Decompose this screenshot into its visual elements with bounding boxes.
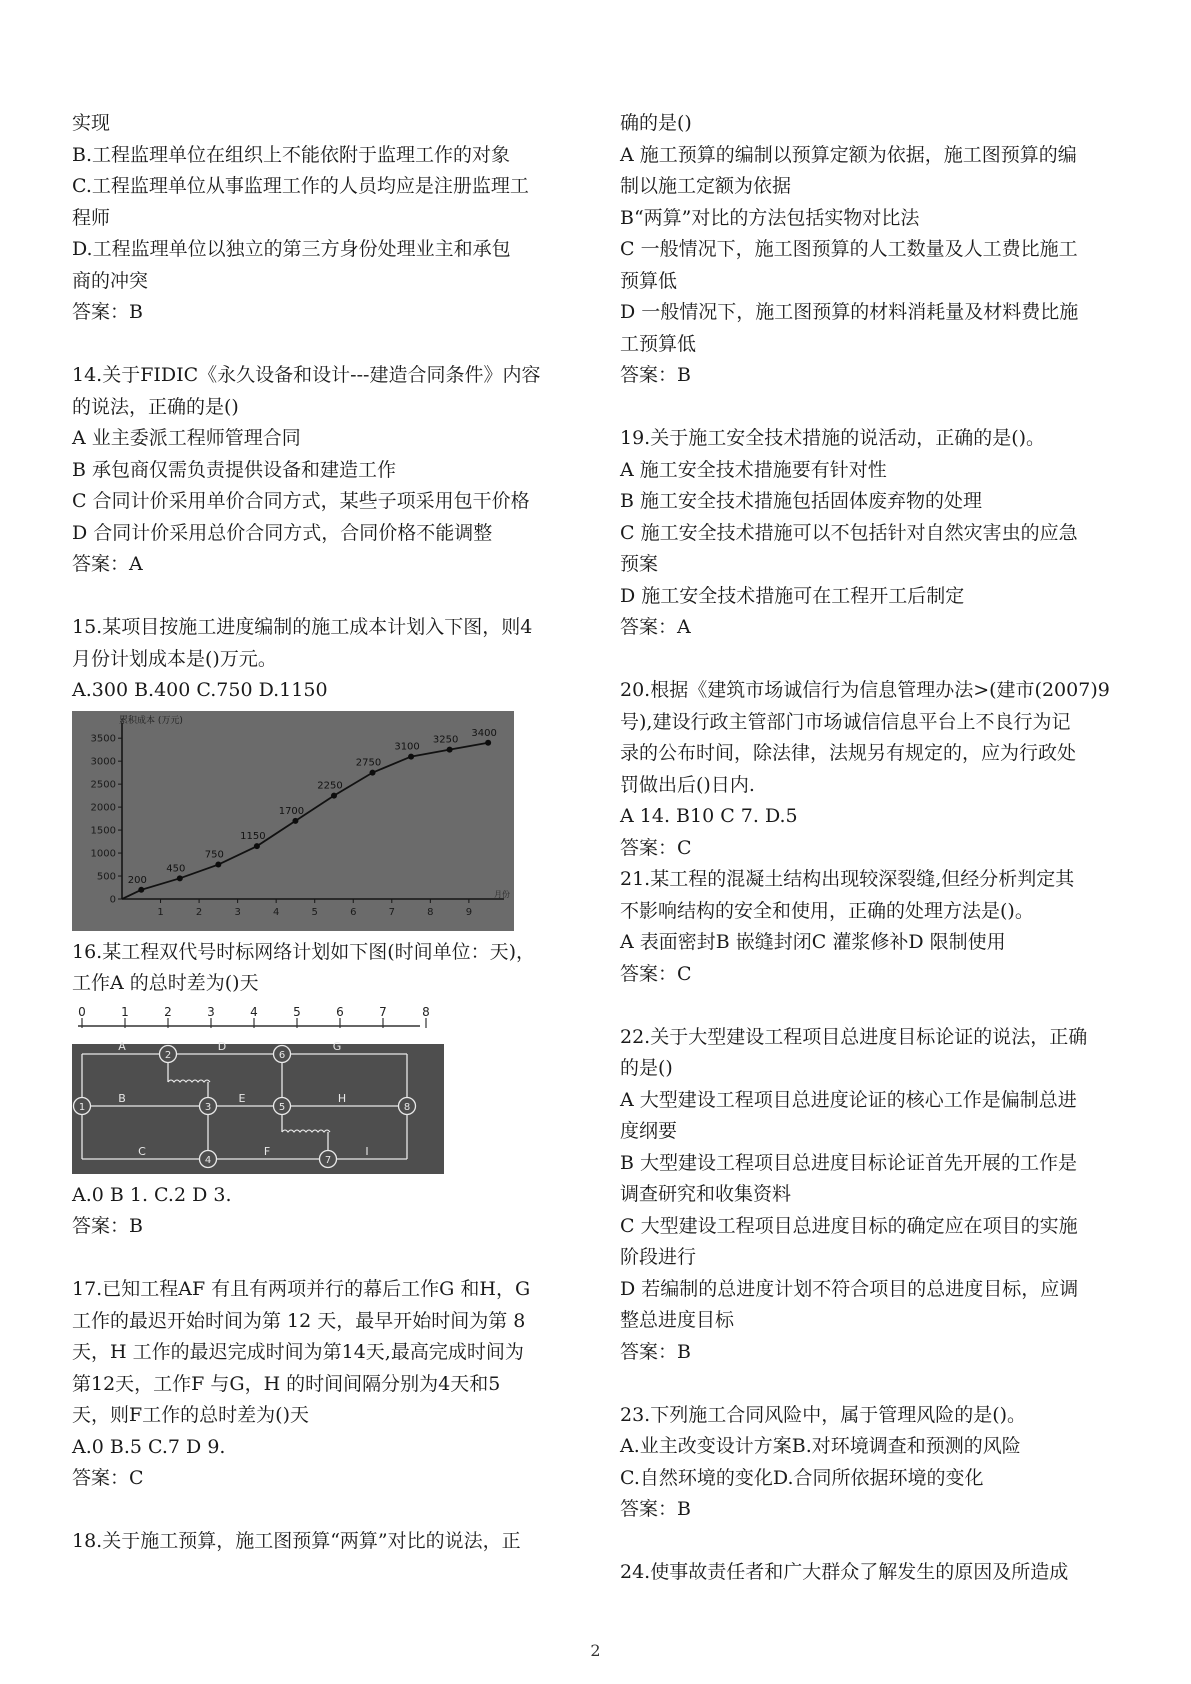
time-scale-label: 3 [207,1004,215,1019]
x-tick-label: 7 [388,906,395,918]
x-tick-label: 9 [465,906,473,918]
text-line: 确的是() [620,112,692,134]
question-18-continuation [620,108,1125,392]
text-line: 19.关于施工安全技术措施的说活动，正确的是()。 [620,427,1046,449]
activity-label: B [118,1091,126,1105]
text-line: 度纲要 [620,1120,678,1142]
text-line: 月份计划成本是()万元。 [72,647,277,670]
text-line: C 大型建设工程项目总进度目标的确定应在项目的实施 [620,1214,1078,1237]
y-tick-label: 1500 [90,825,116,837]
node-label: 3 [204,1101,212,1113]
x-tick-label: 4 [272,906,280,918]
text-line: 23.下列施工合同风险中，属于管理风险的是()。 [620,1403,1027,1426]
text-line: B 施工安全技术措施包括固体废弃物的处理 [620,490,983,512]
text-line: 第12天，工作F 与G，H 的时间间隔分别为4天和5 [72,1372,501,1395]
text-line: 程师 [72,206,111,229]
text-line: 预案 [620,553,659,575]
y-tick-label: 0 [109,894,116,905]
question-20 [620,675,1125,864]
text-line: 号),建设行政主管部门市场诚信信息平台上不良行为记 [620,710,1071,733]
text-line: 答案：B [620,364,691,386]
cumulative-cost-chart [72,711,514,931]
text-line: A 业主委派工程师管理合同 [72,427,301,449]
x-tick-label: 5 [311,906,318,918]
text-line: B.工程监理单位在组织上不能依附于监理工作的对象 [72,143,511,166]
text-line: 工作的最迟开始时间为第 12 天，最早开始时间为第 8 [72,1309,526,1332]
question-19 [620,423,1125,644]
question-16-options [72,1180,577,1243]
x-axis-label: 月份 [494,889,510,899]
data-point [331,792,337,798]
text-line: D 施工安全技术措施可在工程开工后制定 [620,584,965,607]
right-column [620,108,1125,1589]
x-tick-label: 3 [234,906,241,918]
text-line: 阶段进行 [620,1246,697,1268]
text-line: 答案：B [72,301,143,323]
text-line: 答案：C [620,836,692,859]
y-tick-label: 1000 [90,848,116,860]
text-line: B“两算”对比的方法包括实物对比法 [620,206,920,229]
y-tick-label: 2500 [90,779,116,791]
page-number: 2 [590,1641,601,1660]
network-figure [72,1004,577,1174]
text-line: 商的冲突 [72,269,149,292]
node-label: 4 [204,1154,212,1166]
text-line: B 承包商仅需负责提供设备和建造工作 [72,458,397,481]
text-line: A.0 B 1. C.2 D 3. [72,1183,232,1206]
node-label: 5 [278,1101,286,1113]
data-label: 2750 [355,757,382,769]
data-label: 2250 [317,780,343,792]
activity-label: F [263,1144,271,1158]
text-line: 18.关于施工预算，施工图预算“两算”对比的说法，正 [72,1530,521,1552]
question-24 [620,1557,1125,1589]
data-label: 3400 [471,727,497,739]
text-line: A 表面密封B 嵌缝封闭C 灌浆修补D 限制使用 [620,931,1006,953]
data-label: 200 [127,874,147,886]
text-line: 22.关于大型建设工程项目总进度目标论证的说法，正确 [620,1025,1088,1048]
text-line: A.300 B.400 C.750 D.1150 [72,679,328,701]
time-scale-label: 8 [422,1004,430,1019]
y-tick-label: 500 [96,871,116,883]
data-label: 1700 [278,805,305,817]
data-point [408,753,414,759]
activity-label: D [217,1039,227,1053]
activity-label: H [337,1091,347,1105]
y-tick-label: 3500 [90,733,116,745]
text-line: 天，H 工作的最迟完成时间为第14天,最高完成时间为 [72,1341,524,1363]
text-line: 不影响结构的安全和使用，正确的处理方法是()。 [620,899,1034,922]
x-tick-label: 8 [427,906,434,918]
data-point [370,769,376,775]
text-line: B 大型建设工程项目总进度目标论证首先开展的工作是 [620,1151,1078,1174]
data-point [138,886,144,892]
node-label: 6 [278,1049,286,1061]
text-line: 答案：C [620,962,692,985]
activity-label: E [238,1091,246,1105]
question-22 [620,1022,1125,1369]
data-point [292,817,298,823]
node-label: 2 [164,1049,172,1061]
text-line: 录的公布时间，除法律，法规另有规定的，应为行政处 [620,742,1077,764]
x-tick-label: 2 [195,906,203,918]
text-line: 答案：B [72,1215,143,1237]
text-line: 罚做出后()日内. [620,773,755,796]
activity-label: G [332,1039,342,1053]
time-scale-label: 0 [78,1004,86,1019]
left-column [72,108,577,1558]
cost-curve-figure [72,711,577,931]
data-label: 750 [204,849,224,861]
text-line: D 若编制的总进度计划不符合项目的总进度目标，应调 [620,1277,1079,1300]
text-line: C 施工安全技术措施可以不包括针对自然灾害虫的应急 [620,521,1078,544]
text-line: 工作A 的总时差为()天 [72,972,259,994]
question-13-continuation [72,108,577,329]
text-line: 工预算低 [620,332,697,355]
activity-label: A [118,1039,126,1053]
data-point [254,843,260,849]
data-label: 1150 [240,830,266,842]
time-scale-label: 2 [164,1004,172,1019]
x-tick-label: 1 [157,906,164,918]
text-line: D.工程监理单位以独立的第三方身份处理业主和承包 [72,238,511,260]
text-line: A.业主改变设计方案B.对环境调查和预测的风险 [620,1435,1021,1457]
text-line: 答案：B [620,1498,691,1520]
text-line: 天，则F工作的总时差为()天 [72,1404,310,1426]
text-line: 21.某工程的混凝土结构出现较深裂缝,但经分析判定其 [620,868,1075,890]
time-scale-label: 1 [121,1004,129,1019]
text-line: 17.已知工程AF 有且有两项并行的幕后工作G 和H，G [72,1278,531,1300]
node-label: 7 [324,1154,332,1166]
text-line: A.0 B.5 C.7 D 9. [72,1435,226,1458]
text-line: D 一般情况下，施工图预算的材料消耗量及材料费比施 [620,301,1079,323]
question-23 [620,1400,1125,1526]
text-line: 答案：A [72,553,143,575]
text-line: 答案：B [620,1340,691,1363]
text-line: C 一般情况下，施工图预算的人工数量及人工费比施工 [620,238,1078,260]
y-tick-label: 2000 [90,802,116,814]
text-line: D 合同计价采用总价合同方式，合同价格不能调整 [72,521,493,544]
text-line: 制以施工定额为依据 [620,175,792,197]
node-label: 8 [403,1101,411,1113]
data-point [215,861,221,867]
text-line: A 14. B10 C 7. D.5 [620,805,798,827]
text-line: A 大型建设工程项目总进度论证的核心工作是偏制总进 [620,1088,1077,1111]
question-18 [72,1526,577,1558]
time-scale-label: 7 [379,1004,387,1019]
network-background [72,1044,444,1174]
text-line: 24.使事故责任者和广大群众了解发生的原因及所造成 [620,1561,1069,1583]
data-label: 3250 [432,734,459,746]
data-label: 450 [166,862,186,874]
text-line: 16.某工程双代号时标网络计划如下图(时间单位：天)， [72,940,536,963]
text-line: 15.某项目按施工进度编制的施工成本计划入下图，则4 [72,616,533,638]
time-scale-label: 6 [336,1004,344,1019]
text-line: 20.根据《建筑市场诚信行为信息管理办法>(建市(2007)9 [620,679,1110,701]
text-line: C.自然环境的变化D.合同所依据环境的变化 [620,1466,984,1489]
text-line: A 施工预算的编制以预算定额为依据，施工图预算的编 [620,143,1077,166]
time-scale-label: 5 [293,1004,301,1019]
text-line: A 施工安全技术措施要有针对性 [620,458,887,481]
text-line: C.工程监理单位从事监理工作的人员均应是注册监理工 [72,175,529,197]
data-label: 3100 [394,741,420,753]
activity-label: I [365,1144,369,1158]
question-14 [72,360,577,581]
time-scaled-network-diagram [72,1004,444,1174]
question-17 [72,1274,577,1495]
question-16 [72,937,577,1000]
question-15 [72,612,577,707]
text-line: 调查研究和收集资料 [620,1183,792,1205]
data-point [485,739,491,745]
node-label: 1 [78,1101,86,1113]
text-line: 实现 [72,112,111,134]
x-tick-label: 6 [350,906,357,918]
data-point [177,875,183,881]
text-line: 答案：C [72,1467,144,1489]
text-line: C 合同计价采用单价合同方式，某些子项采用包干价格 [72,490,530,512]
text-line: 的是() [620,1057,673,1079]
text-line: 答案：A [620,616,691,638]
text-line: 预算低 [620,269,678,292]
y-axis-label: 累积成本 (万元) [119,715,183,726]
data-point [447,746,453,752]
text-line: 整总进度目标 [620,1309,735,1331]
time-scale-label: 4 [250,1004,258,1019]
text-line: 14.关于FIDIC《永久设备和设计---建造合同条件》内容 [72,364,541,386]
activity-label: C [138,1144,146,1158]
text-line: 的说法，正确的是() [72,395,239,418]
question-21 [620,864,1125,990]
y-tick-label: 3000 [90,756,116,768]
